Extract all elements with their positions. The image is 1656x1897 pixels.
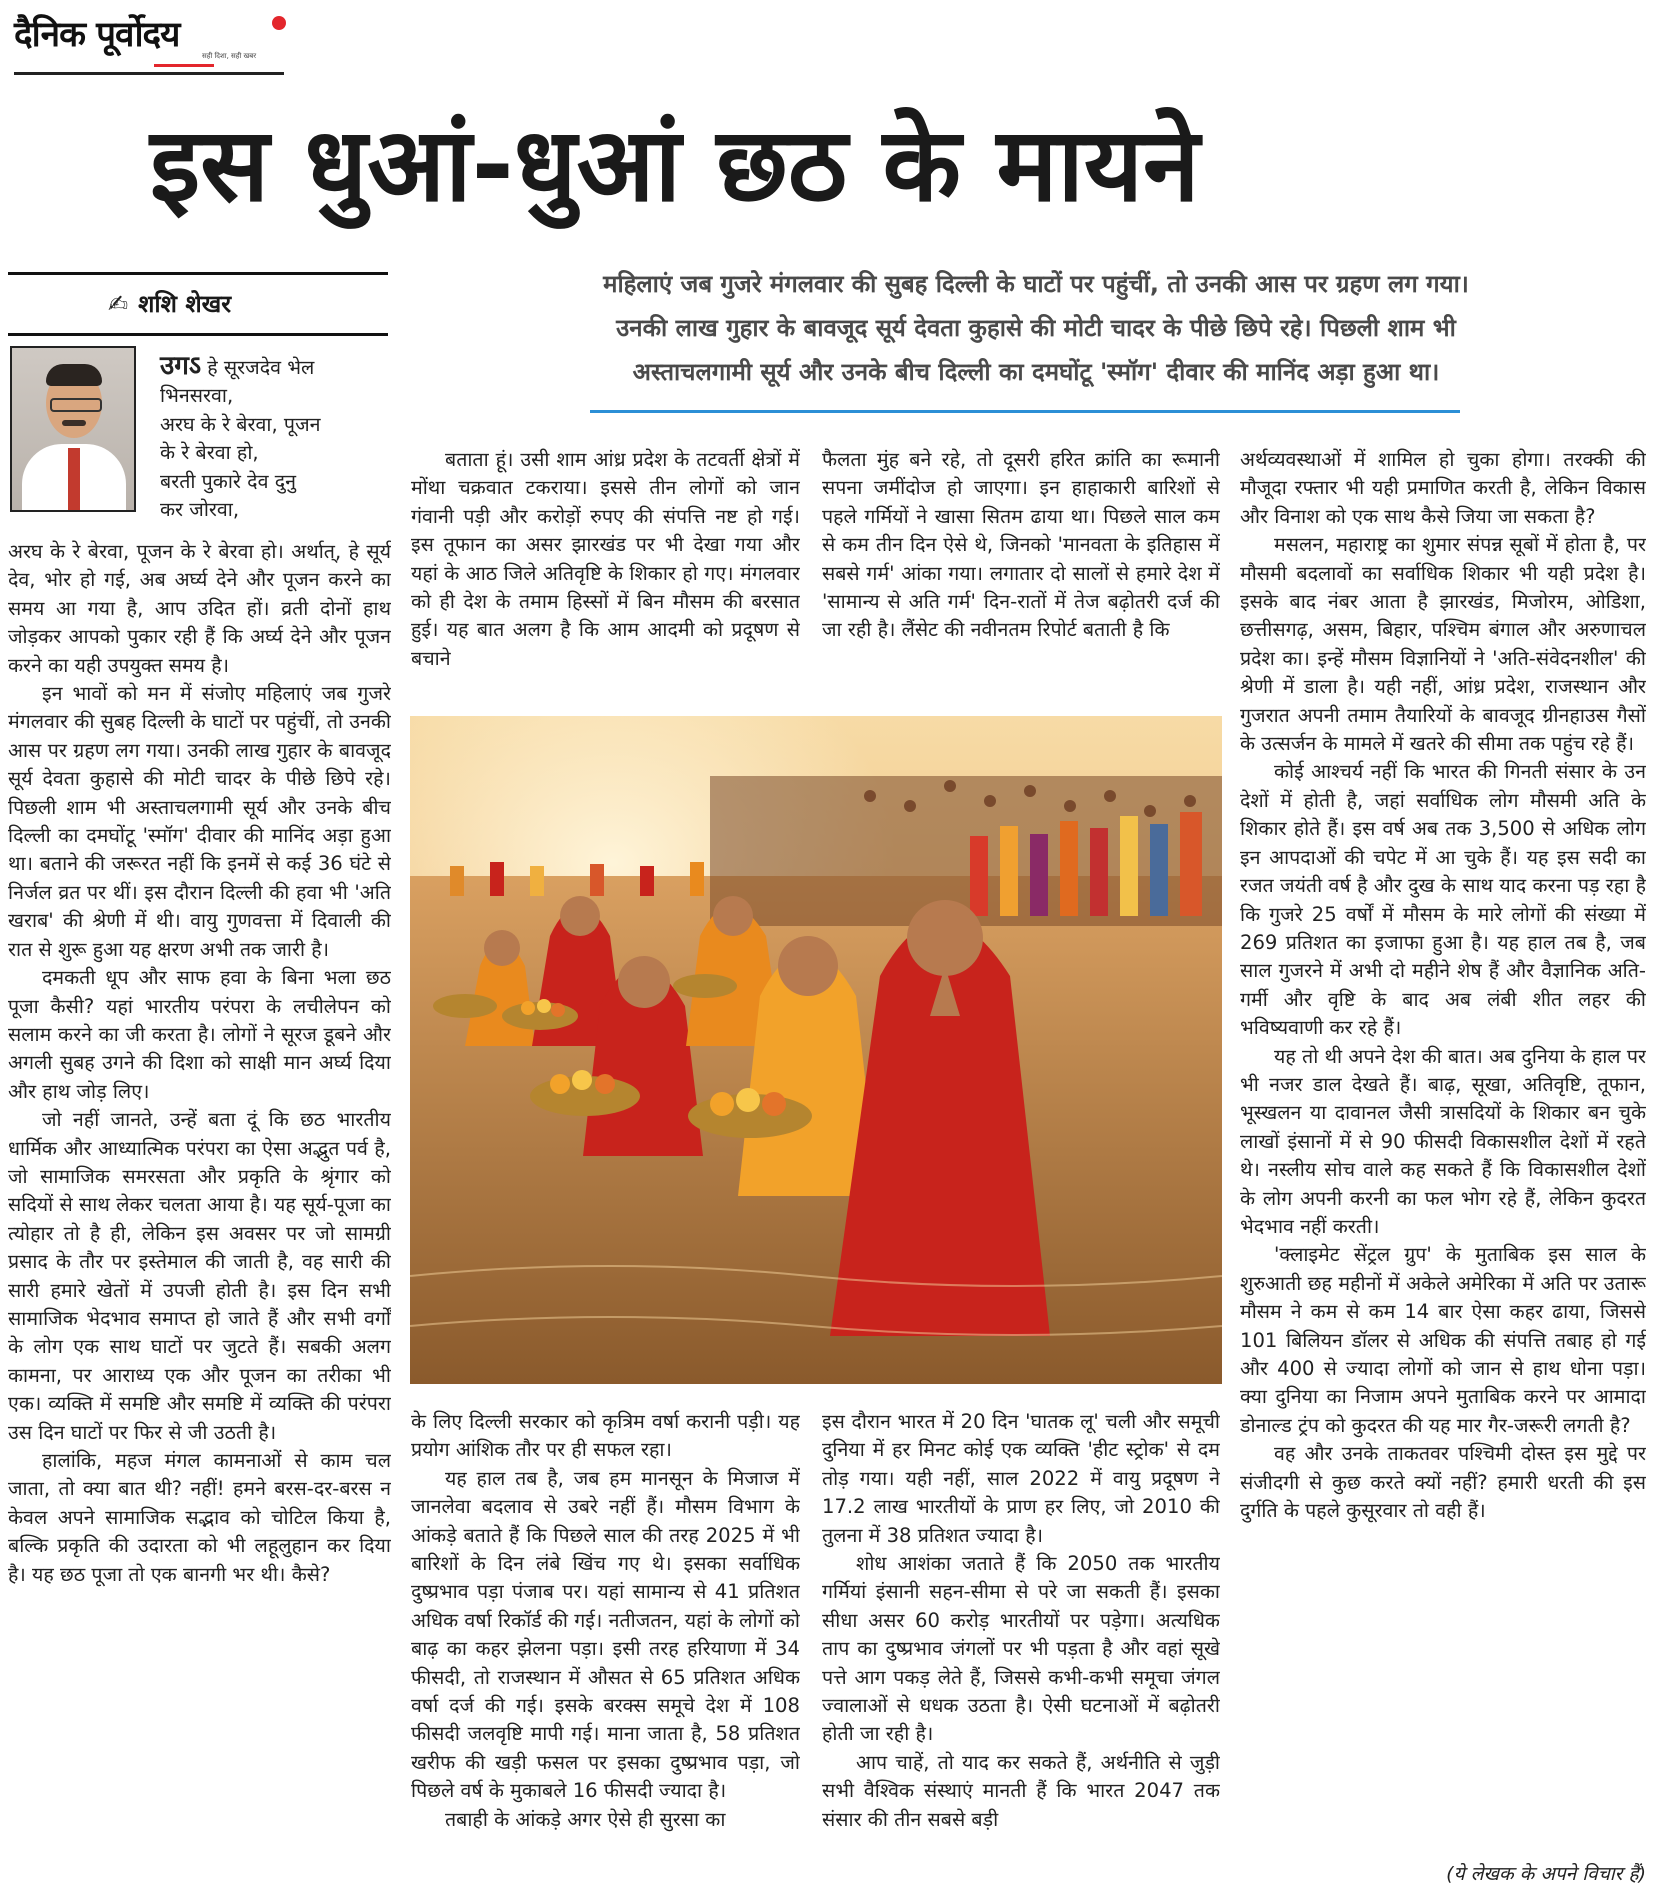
paragraph: के लिए दिल्ली सरकार को कृत्रिम वर्षा करानी पड़ी। यह प्रयोग आंशिक तौर पर ही सफल रहा। (411, 1410, 800, 1462)
verse-line: कर जोरवा, (160, 498, 240, 522)
masthead (14, 8, 284, 75)
paragraph: आप चाहें, तो याद कर सकते हैं, अर्थनीति से जुड़ी सभी वैश्विक संस्थाएं मानती हैं कि भारत 2047 तक संसार की तीन सबसे बड़ी (822, 1750, 1220, 1831)
paragraph: अरघ के रे बेरवा, पूजन के रे बेरवा हो। अर्थात्, हे सूर्य देव, भोर हो गई, अब अर्घ्य देने और पूजन करने का समय आ गया है, आप उदित हों। व्रती दोनों हाथ जोड़कर आपको पुकार रही हैं कि अर्घ्य देने और पूजन करने का यही उपयुक्त समय है। (8, 540, 391, 677)
verse-line: के रे बेरवा हो, (160, 441, 259, 465)
paragraph: फैलता मुंह बने रहे, तो दूसरी हरित क्रांति का रूमानी सपना जमींदोज हो जाएगा। इन हाहाकारी बारिशों से पहले गर्मियों ने खासा सितम ढाया था। पिछले साल कम से कम तीन दिन ऐसे थे, जिनको 'मानवता के इतिहास में सबसे गर्म' आंका गया। लगातार दो सालों से हमारे देश में 'सामान्य से अति गर्म' दिन-रातों में तेज बढ़ोतरी दर्ज की जा रही है। लैंसेट की नवीनतम रिपोर्ट बताती है कि (822, 448, 1220, 642)
column-3-bottom (822, 1408, 1220, 1888)
newspaper-tagline: सही दिशा, सही खबर (202, 52, 257, 60)
verse-line: भिनसरवा, (160, 384, 234, 408)
column-4 (1240, 446, 1646, 1856)
paragraph: जो नहीं जानते, उन्हें बता दूं कि छठ भारतीय धार्मिक और आध्यात्मिक परंपरा का ऐसा अद्भुत पर्व है, जो सामाजिक समरसता और प्रकृति के श्रृंगार को सदियों से साथ लेकर चलता आया है। यह सूर्य-पूजा का त्योहार तो है ही, लेकिन इस अवसर पर जो सामग्री प्रसाद के तौर पर इस्तेमाल की जाती है, वह सारी की सारी हमारे खेतों में उपजी होती है। इस दिन सभी सामाजिक भेदभाव समाप्त हो जाते हैं और सभी वर्गों के लोग एक साथ घाटों पर जुटते हैं। सबकी अलग कामना, पर आराध्य एक और पूजन का तरीका भी एक। व्यक्ति में समष्टि और समष्टि में व्यक्ति की परंपरा उस दिन घाटों पर फिर से जी उठती है। (8, 1108, 391, 1444)
paragraph: हालांकि, महज मंगल कामनाओं से काम चल जाता, तो क्या बात थी? नहीं! हमने बरस-दर-बरस न केवल अपने सामाजिक सद्भाव को चोटिल किया है, बल्कि प्रकृति की उदारता को भी लहूलुहान कर दिया है। यह छठ पूजा तो एक बानगी भर थी। कैसे? (8, 1449, 391, 1586)
paragraph: तबाही के आंकड़े अगर ऐसे ही सुरसा का (445, 1807, 726, 1831)
headline: इस धुआं-धुआं छठ के मायने (150, 106, 1200, 225)
paragraph: बताता हूं। उसी शाम आंध्र प्रदेश के तटवर्ती क्षेत्रों में मोंथा चक्रवात टकराया। इससे तीन लोगों को जान गंवानी पड़ी और करोड़ों रुपए की संपत्ति नष्ट हो गई। इस तूफान का असर झारखंड पर भी देखा गया और यहां के आठ जिले अतिवृष्टि के शिकार हो गए। मंगलवार को ही देश के तमाम हिस्सों में बिन मौसम की बरसात हुई। यह बात अलग है कि आम आदमी को प्रदूषण से बचाने (411, 448, 800, 670)
pen-icon: ✍ (108, 289, 129, 318)
column-2-top (411, 446, 800, 686)
logo-sun-icon (272, 16, 286, 30)
column-2-bottom (411, 1408, 800, 1888)
verse-line: बरती पुकारे देव दुनु (160, 469, 296, 493)
paragraph: यह हाल तब है, जब हम मानसून के मिजाज में जानलेवा बदलाव से उबरे नहीं हैं। मौसम विभाग के आंकड़े बताते हैं कि पिछले साल की तरह 2025 में भी बारिशों के दिन लंबे खिंच गए थे। इसका सर्वाधिक दुष्प्रभाव पड़ा पंजाब पर। यहां सामान्य से 41 प्रतिशत अधिक वर्षा रिकॉर्ड की गई। नतीजतन, यहां के लोगों को बाढ़ का कहर झेलना पड़ा। इसी तरह हरियाणा में 34 फीसदी, तो राजस्थान में औसत से 65 प्रतिशत अधिक वर्षा दर्ज की गई। इसके बरक्स समूचे देश में 108 फीसदी जलवृष्टि मापी गई। माना जाता है, 58 प्रतिशत खरीफ की खड़ी फसल पर इसका दुष्प्रभाव पड़ा, जो पिछले वर्ष के मुकाबले 16 फीसदी ज्यादा है। (411, 1466, 800, 1803)
deck-line: उनकी लाख गुहार के बावजूद सूर्य देवता कुहासे की मोटी चादर के पीछे छिपे रहे। पिछली शाम भी (616, 314, 1456, 342)
paragraph: वह और उनके ताकतवर पश्चिमी दोस्त इस मुद्दे पर संजीदगी से कुछ करते क्यों नहीं? हमारी धरती की इस दुर्गति के पहले कुसूरवार तो वही हैं। (1240, 1442, 1646, 1523)
paragraph: अर्थव्यवस्थाओं में शामिल हो चुका होगा। तरक्की की मौजूदा रफ्तार भी यही प्रमाणित करती है, लेकिन विकास और विनाश को एक साथ कैसे जिया जा सकता है? (1240, 448, 1646, 528)
author-disclaimer: (ये लेखक के अपने विचार हैं) (1446, 1863, 1646, 1885)
paragraph: शोध आशंका जताते हैं कि 2050 तक भारतीय गर्मियां इंसानी सहन-सीमा से परे जा सकती हैं। इसका सीधा असर 60 करोड़ भारतीयों पर पड़ेगा। अत्यधिक ताप का दुष्प्रभाव जंगलों पर भी पड़ता है और वहां सूखे पत्ते आग पकड़ लेते हैं, जिससे कभी-कभी समूचा जंगल ज्वालाओं से धधक उठता है। ऐसी घटनाओं में बढ़ोतरी होती जा रही है। (822, 1552, 1220, 1746)
paragraph: इन भावों को मन में संजोए महिलाएं जब गुजरे मंगलवार की सुबह दिल्ली के घाटों पर पहुंचीं, तो उनकी आस पर ग्रहण लग गया। उनकी लाख गुहार के बावजूद सूर्य देवता कुहासे की मोटी चादर के पीछे छिपे रहे। पिछली शाम भी अस्ताचलगामी सूर्य और उनके बीच दिल्ली का दमघोंटू 'स्मॉग' दीवार की मानिंद अड़ा हुआ था। बताने की जरूरत नहीं कि इनमें से कई 36 घंटे से निर्जल व्रत पर थीं। इस दौरान दिल्ली की हवा भी 'अति खराब' की श्रेणी में थी। वायु गुणवत्ता में दिवाली की रात से शुरू हुआ यह क्षरण अभी तक जारी है। (8, 682, 391, 961)
paragraph: इस दौरान भारत में 20 दिन 'घातक लू' चली और समूची दुनिया में हर मिनट कोई एक व्यक्ति 'हीट स्ट्रोक' से दम तोड़ गया। यही नहीं, साल 2022 में वायु प्रदूषण ने 17.2 लाख भारतीयों के प्राण हर लिए, जो 2010 की तुलना में 38 प्रतिशत ज्यादा है। (822, 1410, 1220, 1547)
chhath-illustration (410, 716, 1222, 1384)
paragraph: कोई आश्चर्य नहीं कि भारत की गिनती संसार के उन देशों में होती है, जहां सर्वाधिक लोग मौसमी अति के शिकार होते हैं। इस वर्ष अब तक 3,500 से अधिक लोग इन आपदाओं की चपेट में आ चुके हैं। यह इस सदी का रजत जयंती वर्ष है और दुख के साथ याद करना पड़ रहा है कि गुजरे 25 वर्षों में मौसम के मारे लोगों की संख्या में 269 प्रतिशत का इजाफा हुआ है। यह हाल तब है, जब साल गुजरने में अभी दो महीने शेष हैं और वैज्ञानिक अति-गर्मी और वृष्टि के बाद अब लंबी शीत लहर की भविष्यवाणी कर रहे हैं। (1240, 760, 1646, 1040)
newspaper-logo: दैनिक पूर्वोदय (14, 15, 180, 55)
logo-underline (154, 64, 214, 67)
byline (8, 272, 388, 336)
deck-divider (590, 410, 1460, 413)
verse-line: अरघ के रे बेरवा, पूजन (160, 412, 321, 436)
drop-cap: उगऽ (160, 351, 202, 381)
verse-line: हे सूरजदेव भेल (207, 356, 315, 379)
paragraph: दमकती धूप और साफ हवा के बिना भला छठ पूजा कैसी? यहां भारतीय परंपरा के लचीलेपन को सलाम करने का जी करता है। लोगों ने सूरज डूबने और अगली सुबह उगने की दिशा को साक्षी मान अर्घ्य दिया और हाथ जोड़ लिए। (8, 966, 391, 1103)
paragraph: मसलन, महाराष्ट्र का शुमार संपन्न सूबों में होता है, पर मौसमी बदलावों का सर्वाधिक शिकार भी यही प्रदेश है। इसके बाद नंबर आता है झारखंड, मिजोरम, ओडिशा, छत्तीसगढ़, असम, बिहार, पश्चिम बंगाल और अरुणाचल प्रदेश का। इन्हें मौसम विज्ञानियों ने 'अति-संवेदनशील' की श्रेणी में डाला है। यही नहीं, आंध्र प्रदेश, राजस्थान और गुजरात अपनी तमाम तैयारियों के बावजूद ग्रीनहाउस गैसों के उत्सर्जन के मामले में खतरे की सीमा तक पहुंच रहे हैं। (1240, 533, 1646, 756)
column-3-top (822, 446, 1220, 686)
deck-line: महिलाएं जब गुजरे मंगलवार की सुबह दिल्ली के घाटों पर पहुंचीं, तो उनकी आस पर ग्रहण लग गया। (603, 270, 1469, 298)
chhath-photo (410, 716, 1222, 1384)
opening-verse (160, 352, 390, 524)
column-1 (8, 538, 391, 1884)
paragraph: यह तो थी अपने देश की बात। अब दुनिया के हाल पर भी नजर डाल देखते हैं। बाढ़, सूखा, अतिवृष्टि, तूफान, भूस्खलन या दावानल जैसी त्रासदियों के शिकार बन चुके लाखों इंसानों में से 90 फीसदी विकासशील देशों में रहते थे। नस्लीय सोच वाले कह सकते हैं कि विकासशील देशों के लोग अपनी करनी का फल भोग रहे हैं, लेकिन कुदरत भेदभाव नहीं करती। (1240, 1044, 1646, 1238)
deck-line: अस्ताचलगामी सूर्य और उनके बीच दिल्ली का दमघोंटू 'स्मॉग' दीवार की मानिंद अड़ा हुआ था। (632, 358, 1440, 386)
author-name: शशि शेखर (138, 290, 232, 318)
author-portrait (10, 346, 136, 512)
deck-summary (438, 262, 1634, 394)
paragraph: 'क्लाइमेट सेंट्रल ग्रुप' के मुताबिक इस साल के शुरुआती छह महीनों में अकेले अमेरिका में अति पर उतारू मौसम ने कम से कम 14 बार ऐसा कहर ढाया, जिससे 101 बिलियन डॉलर से अधिक की संपत्ति तबाह हो गई और 400 से ज्यादा लोगों को जान से हाथ धोना पड़ा। क्या दुनिया का निजाम अपने मुताबिक करने पर आमादा डोनाल्ड ट्रंप को कुदरत की यह मार गैर-जरूरी लगती है? (1240, 1243, 1646, 1437)
